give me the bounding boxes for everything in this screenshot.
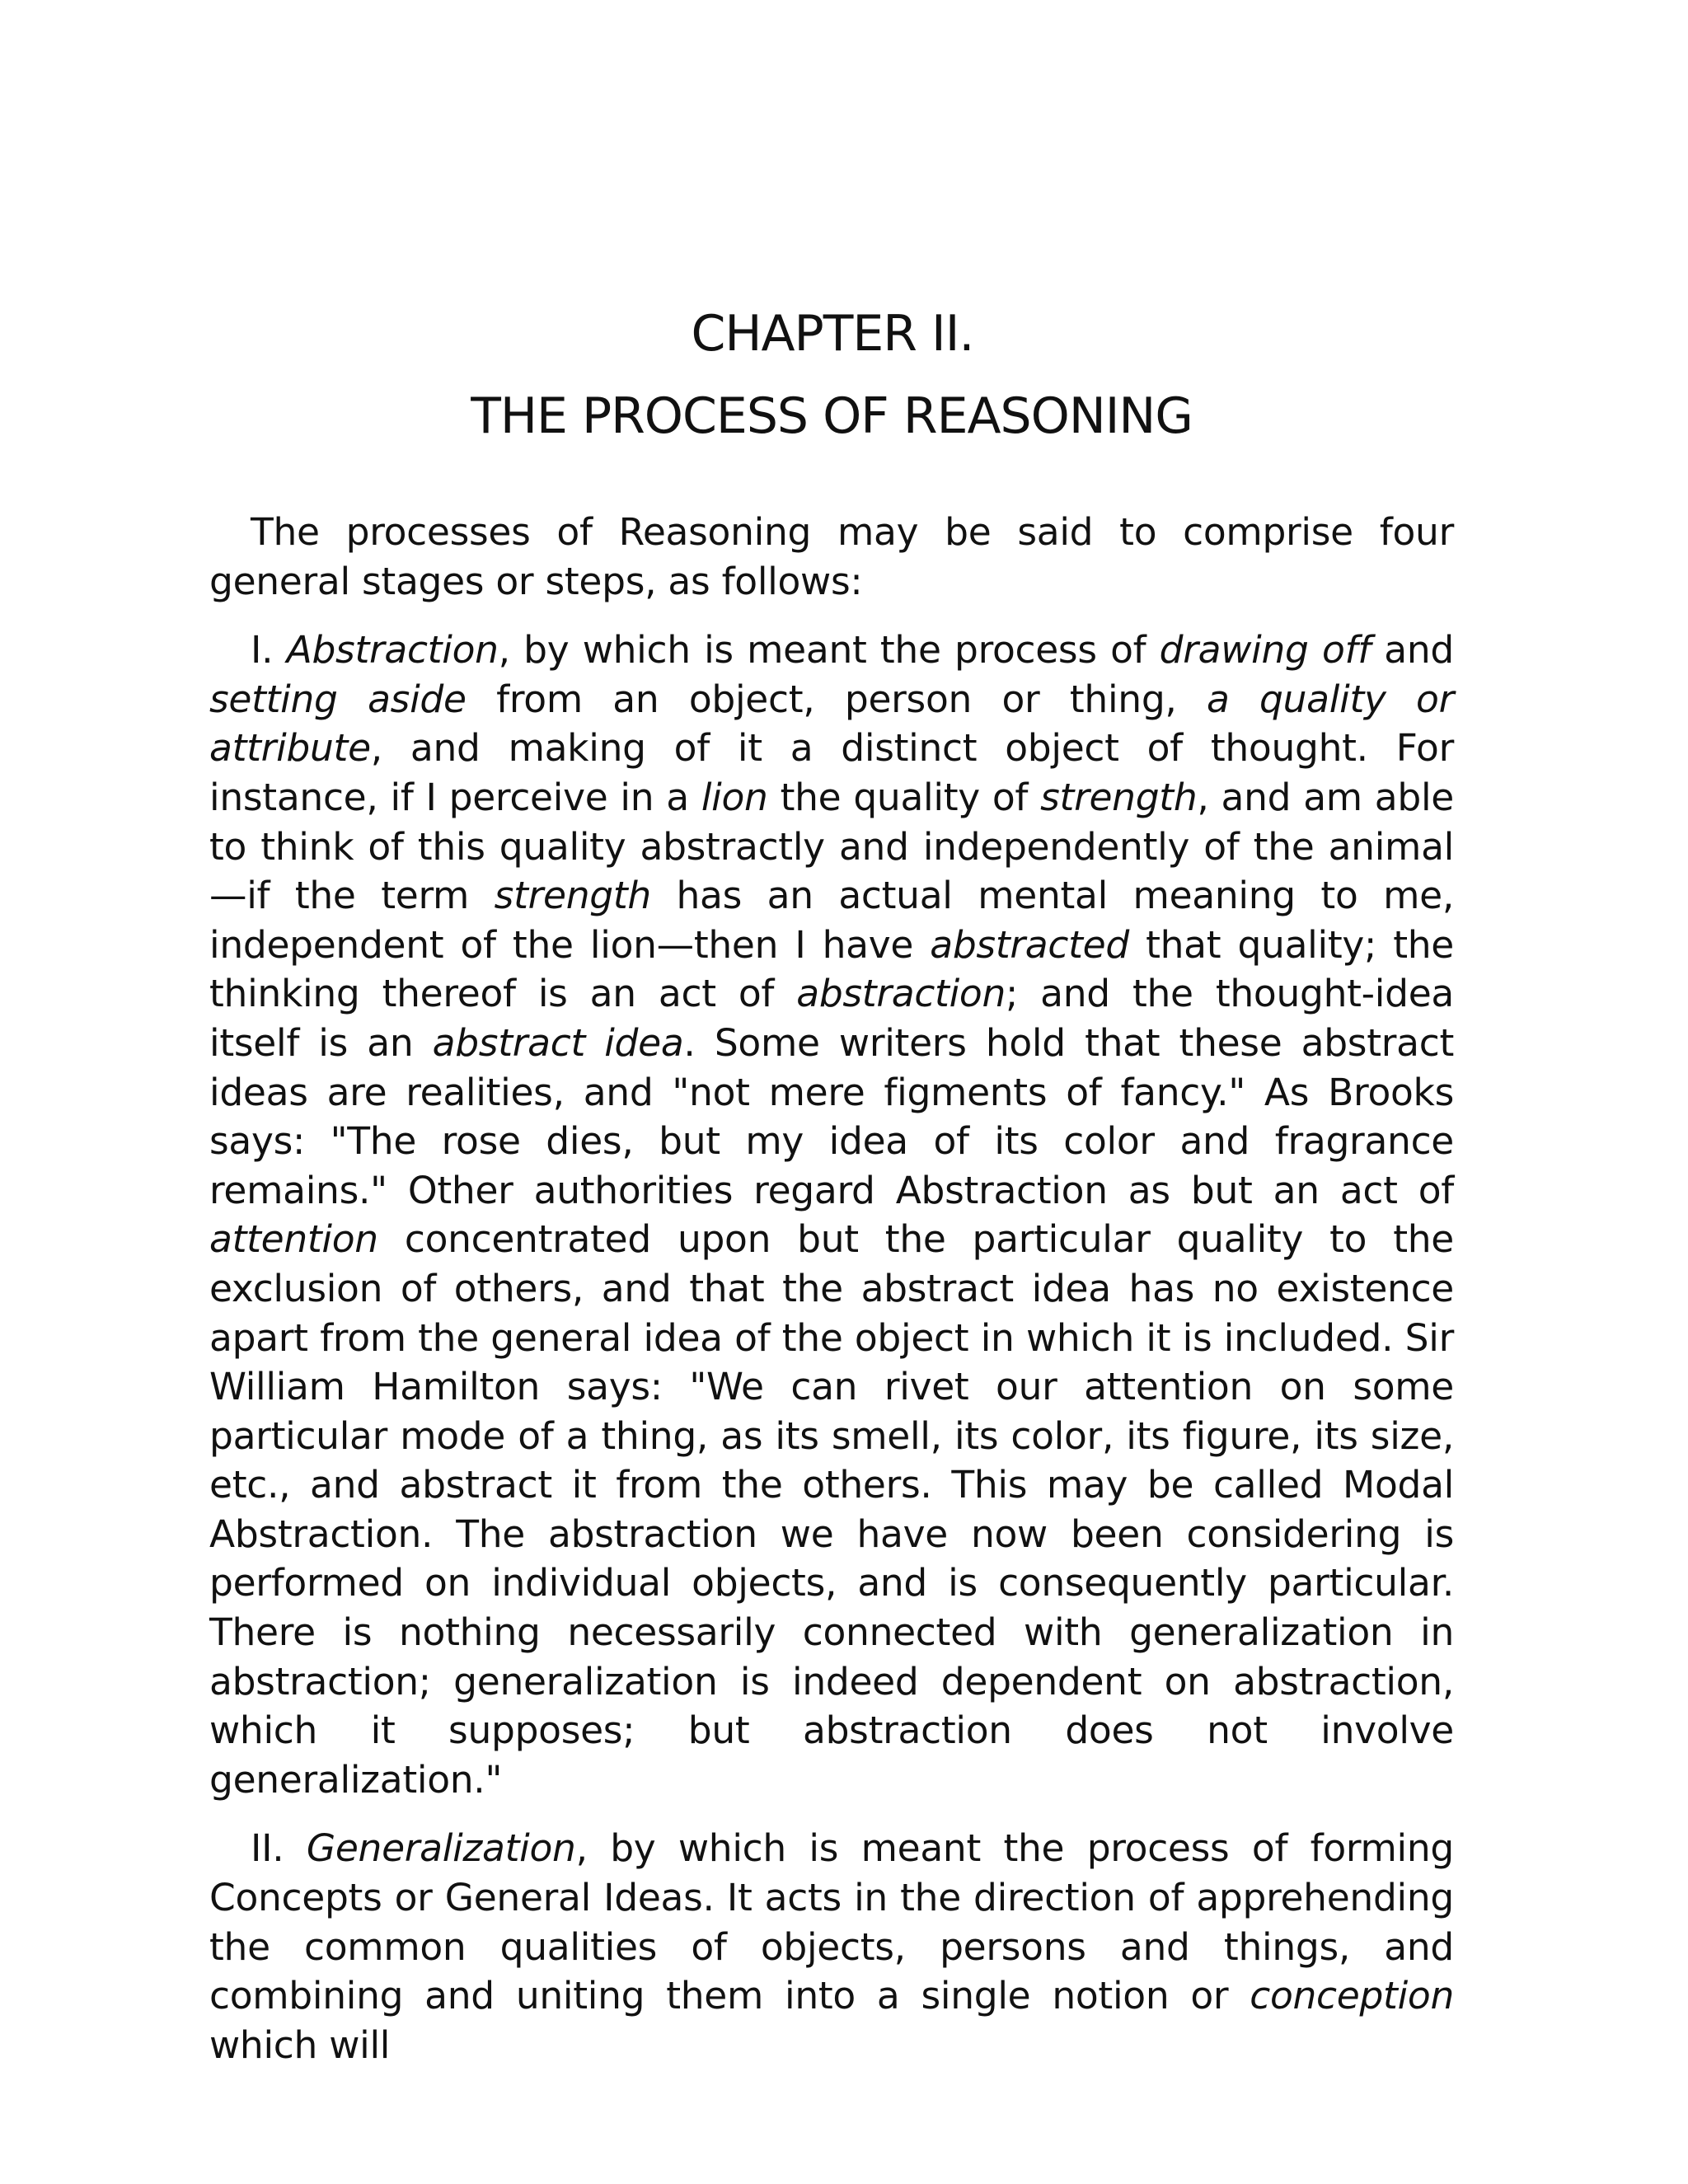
- text-run: the quality of: [767, 775, 1041, 819]
- text-run: , and am able to think of this quality abstractly and independently of the animal—if the term: [209, 775, 1454, 918]
- text-run: . Some writers hold that these abstract ideas are realities, and "not mere figments of fancy." As Brooks says: "The rose dies, but my idea of its color and fragrance remains." Other authorities regard Abstraction as but an act of: [209, 1020, 1454, 1212]
- italic-text: drawing off: [1159, 628, 1371, 673]
- italic-text: abstract idea: [432, 1020, 684, 1065]
- text-run: from an object, person or thing,: [466, 677, 1207, 721]
- italic-text: conception: [1250, 1974, 1454, 2018]
- paragraph-generalization: [209, 1824, 1454, 2069]
- italic-text: abstracted: [930, 922, 1129, 967]
- italic-text: setting aside: [209, 677, 467, 721]
- page: [209, 297, 1454, 2089]
- italic-text: lion: [701, 775, 768, 819]
- text-run: concentrated upon but the particular quality to the exclusion of others, and that the abstract idea has no existence apart from the general idea of the object in which it is included. Sir William Hamilton says: "We can rivet our attention on some particular mode of a thing, as its smell, its color, its figure, its size, etc., and abstract it from the others. This may be called Modal Abstraction. The abstraction we have now been considering is performed on individual objects, and is consequently particular. There is nothing necessarily connected with generalization in abstraction; generalization is indeed dependent on abstraction, which it supposes; but abstraction does not involve generalization.": [209, 1217, 1454, 1802]
- text-run: has an actual mental meaning to me, independent of the lion—then I have: [209, 874, 1454, 967]
- italic-text: strength: [1040, 775, 1198, 819]
- text-run: II.: [251, 1826, 307, 1871]
- text-run: , by which is meant the process of forming Concepts or General Ideas. It acts in the direction of apprehending the common qualities of objects, persons and things, and combining and uniting them into a single notion or: [209, 1826, 1454, 2018]
- text-run: , and making of it a distinct object of thought. For instance, if I perceive in a: [209, 726, 1454, 819]
- text-run: ; and the thought-idea itself is an: [209, 972, 1454, 1065]
- chapter-body: [209, 508, 1454, 2069]
- italic-text: Abstraction: [286, 628, 499, 673]
- paragraph-abstraction: [209, 626, 1454, 1804]
- chapter-number: CHAPTER II.: [691, 305, 974, 363]
- italic-text: strength: [494, 874, 651, 918]
- italic-text: attention: [209, 1217, 378, 1262]
- text-run: I.: [251, 628, 287, 673]
- paragraph-intro: [209, 508, 1454, 606]
- text-run: The processes of Reasoning may be said to comprise four general stages or steps, as follows:: [209, 510, 1454, 603]
- chapter-title: THE PROCESS OF REASONING: [471, 387, 1193, 445]
- italic-text: Generalization: [306, 1826, 576, 1871]
- text-run: , by which is meant the process of: [498, 628, 1160, 673]
- text-run: and: [1370, 628, 1454, 673]
- text-run: that quality; the thinking thereof is an act of: [209, 922, 1454, 1016]
- italic-text: abstraction: [796, 972, 1006, 1016]
- italic-text: a quality or attribute: [209, 677, 1455, 771]
- text-run: which will: [209, 2022, 391, 2067]
